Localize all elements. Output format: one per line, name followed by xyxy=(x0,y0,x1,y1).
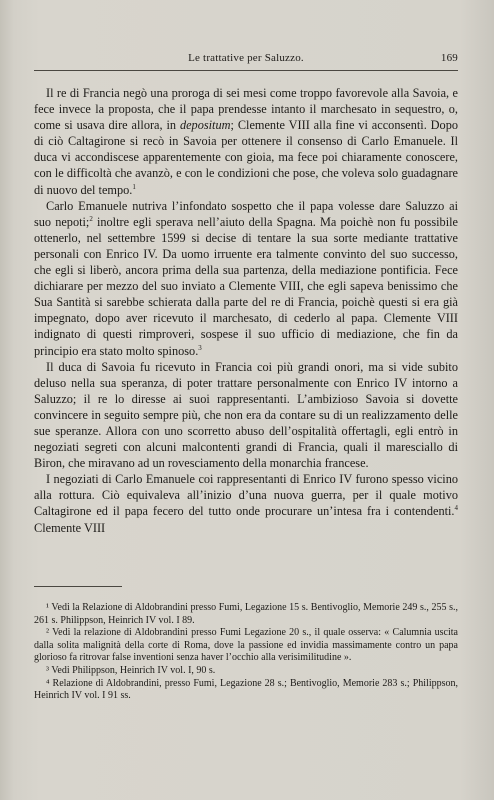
paragraph-4-text-b: Clemente VIII xyxy=(34,520,106,535)
paragraph-1-text-a: Il re di Francia negò una proroga di sei mesi come troppo favorevole alla Savoia, e fece invece la proposta, che il papa prendesse intanto il marchesato in sequestro, o, come si usava dire allora, in xyxy=(34,86,458,133)
paragraph-4 xyxy=(34,471,458,535)
footnote-ref-1[interactable]: 1 xyxy=(132,182,136,191)
footnote-ref-3[interactable]: 3 xyxy=(198,343,202,352)
paragraph-3 xyxy=(34,359,458,472)
paragraph-3-text: Il duca di Savoia fu ricevuto in Francia coi più grandi onori, ma si vide subito deluso nella sua speranza, di poter trattare personalmente con Enrico IV intorno a Saluzzo; il re lo diresse ai suoi rappresentanti. L’ambizioso Savoia si dovette convincere in seguito sempre più, che non era da contare su di un realizzamento delle sue speranze. Allora con uno scorretto abuso dell’ospitalità offertagli, egli entrò in negoziati segreti con alcuni malcontenti grandi di Francia, quali il maresciallo di Biron, che miravano ad un rovesciamento della monarchia francese. xyxy=(34,359,458,471)
footnote-ref-2[interactable]: 2 xyxy=(89,214,93,223)
footnote-ref-4[interactable]: 4 xyxy=(454,504,458,513)
footnotes xyxy=(34,602,458,703)
running-title: Le trattative per Saluzzo. xyxy=(188,52,304,64)
paragraph-2-text-b: inoltre egli sperava nell’aiuto della Spagna. Ma poichè non fu possibile ottenerlo, nel settembre 1599 si decise di tentare la sua sorte mediante trattative personali con Enrico IV. Da uomo irruente era talmente convinto del suo successo, che egli si liberò, ancora prima della sua partenza, della mediazione pontificia. Fece dichiarare per mezzo del suo inviato a Clemente VIII, che egli sapeva benissimo che Sua Santità si sarebbe schierata dalla parte del re di Francia, poichè questi si era già impegnato, dopo aver ricevuto il marchesato, di cederlo al papa. Clemente VIII indignato di questi rimproveri, sospese il suo ufficio di mediazione, che fin da principio era stato molto spinoso. xyxy=(34,214,458,358)
paragraph-2-text-a: Carlo Emanuele nutriva l’infondato sospetto che il papa volesse dare Saluzzo ai suo nepoti; xyxy=(34,198,458,229)
paragraph-4-text-a: I negoziati di Carlo Emanuele coi rappresentanti di Enrico IV furono spesso vicino alla rottura. Ciò equivaleva all’inizio d’una nuova guerra, per il quale motivo Caltagirone ed il papa fecero del tutto onde procurare un’intesa fra i contendenti. xyxy=(34,472,458,519)
header-rule xyxy=(34,70,458,71)
footnote-1: ¹ Vedi la Relazione di Aldobrandini presso Fumi, Legazione 15 s. Bentivoglio, Memorie 249 s., 255 s., 261 s. Philippson, Heinrich IV vol. I 89. xyxy=(34,602,458,626)
page-number: 169 xyxy=(440,52,458,64)
footnote-4: ⁴ Relazione di Aldobrandini, presso Fumi, Legazione 28 s.; Bentivoglio, Memorie 283 s.; Philippson, Heinrich IV vol. I 91 ss. xyxy=(34,677,458,702)
main-text xyxy=(34,85,458,536)
paragraph-1-italic: depositum xyxy=(179,118,231,133)
footnote-3: ³ Vedi Philippson, Heinrich IV vol. I, 90 s. xyxy=(46,664,216,676)
paragraph-2 xyxy=(34,198,458,359)
footnote-separator xyxy=(34,586,122,587)
running-header xyxy=(34,52,458,66)
footnote-2: ² Vedi la relazione di Aldobrandini presso Fumi Legazione 20 s., il quale osserva: « Calumnia uscita dalla solita malignità della corte di Roma, dove la passione ed invidia massimamente contro un papa glorioso fa ritrovar false inventioni senza haver l’occhio alla verisimilitudine ». xyxy=(34,627,458,664)
paragraph-1-text-b: ; Clemente VIII alla fine vi acconsentì. Dopo di ciò Caltagirone si recò in Savoia per ottenere il consenso di Carlo Emanuele. Il duca vi accondiscese apparentemente con gioia, ma fece poi chiaramente conoscere, con le difficoltà che avanzò, e con le condizioni che pose, che voleva solo guadagnare di nuovo del tempo. xyxy=(34,118,458,197)
paragraph-1 xyxy=(34,85,458,198)
